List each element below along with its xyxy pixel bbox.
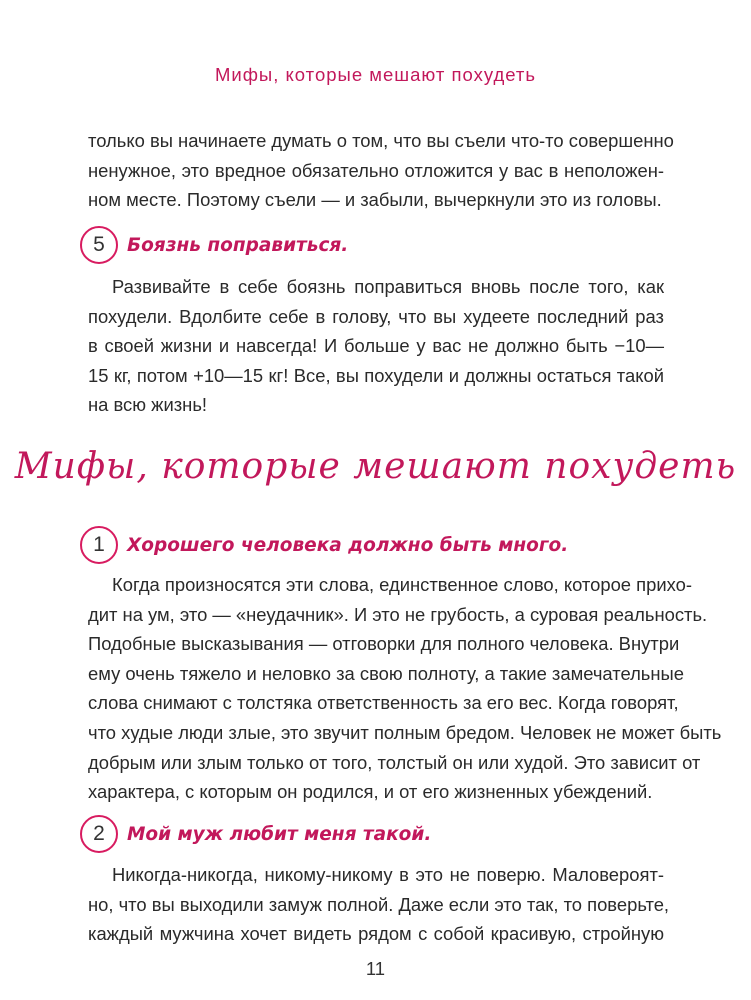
section-title: Мифы, которые мешают похудеть xyxy=(14,446,737,487)
text-line: ему очень тяжело и неловко за свою полноту, а такие замечательные xyxy=(88,662,684,684)
text-line: ненужное, это вредное обязательно отложится у вас в неположен- xyxy=(88,159,664,181)
text-line: 15 кг, потом +10—15 кг! Все, вы похудели и должны остаться такой xyxy=(88,364,664,386)
myth-2-heading xyxy=(80,815,431,853)
text-line: Подобные высказывания — отговорки для полного человека. Внутри xyxy=(88,633,680,655)
intro-paragraph xyxy=(88,126,674,215)
myth-1-title: Хорошего человека должно быть много. xyxy=(127,534,569,556)
text-line: дит на ум, это — «неудачник». И это не грубость, а суровая реальность. xyxy=(88,603,708,625)
number-badge: 1 xyxy=(80,526,118,564)
text-line: в своей жизни и навсегда! И больше у вас не должно быть −10— xyxy=(88,335,664,357)
text-line: Никогда-никогда, никому-никому в это не поверю. Маловероят- xyxy=(112,864,664,885)
text-line: на всю жизнь! xyxy=(88,394,208,416)
myth-2-paragraph xyxy=(88,860,670,949)
item-5-heading xyxy=(80,226,348,264)
text-line: похудели. Вдолбите себе в голову, что вы худеете последний раз xyxy=(88,305,664,327)
myth-1-heading xyxy=(80,526,568,564)
text-line: что худые люди злые, это звучит полным бредом. Человек не может быть xyxy=(88,721,722,743)
text-line: характера, с которым он родился, и от его жизненных убеждений. xyxy=(88,781,653,803)
page-number: 11 xyxy=(365,958,386,979)
text-line: Развивайте в себе боязнь поправиться вновь после того, как xyxy=(112,276,664,297)
text-line: ном месте. Поэтому съели — и забыли, вычеркнули это из головы. xyxy=(88,189,662,211)
running-head: Мифы, которые мешают похудеть xyxy=(214,64,537,85)
text-line: но, что вы выходили замуж полной. Даже если это так, то поверьте, xyxy=(88,893,670,915)
text-line: добрым или злым только от того, толстый он или худой. Это зависит от xyxy=(88,751,701,773)
item-5-paragraph xyxy=(88,272,664,420)
text-line: только вы начинаете думать о том, что вы съели что-то совершенно xyxy=(88,130,674,151)
myth-1-paragraph xyxy=(88,570,722,807)
text-line: каждый мужчина хочет видеть рядом с собой красивую, стройную xyxy=(88,923,664,945)
number-badge: 5 xyxy=(80,226,118,264)
number-badge: 2 xyxy=(80,815,118,853)
item-5-title: Боязнь поправиться. xyxy=(127,234,349,256)
text-line: слова снимают с толстяка ответственность за его вес. Когда говорят, xyxy=(88,692,679,714)
text-line: Когда произносятся эти слова, единственное слово, которое прихо- xyxy=(112,574,692,595)
myth-2-title: Мой муж любит меня такой. xyxy=(127,823,432,845)
